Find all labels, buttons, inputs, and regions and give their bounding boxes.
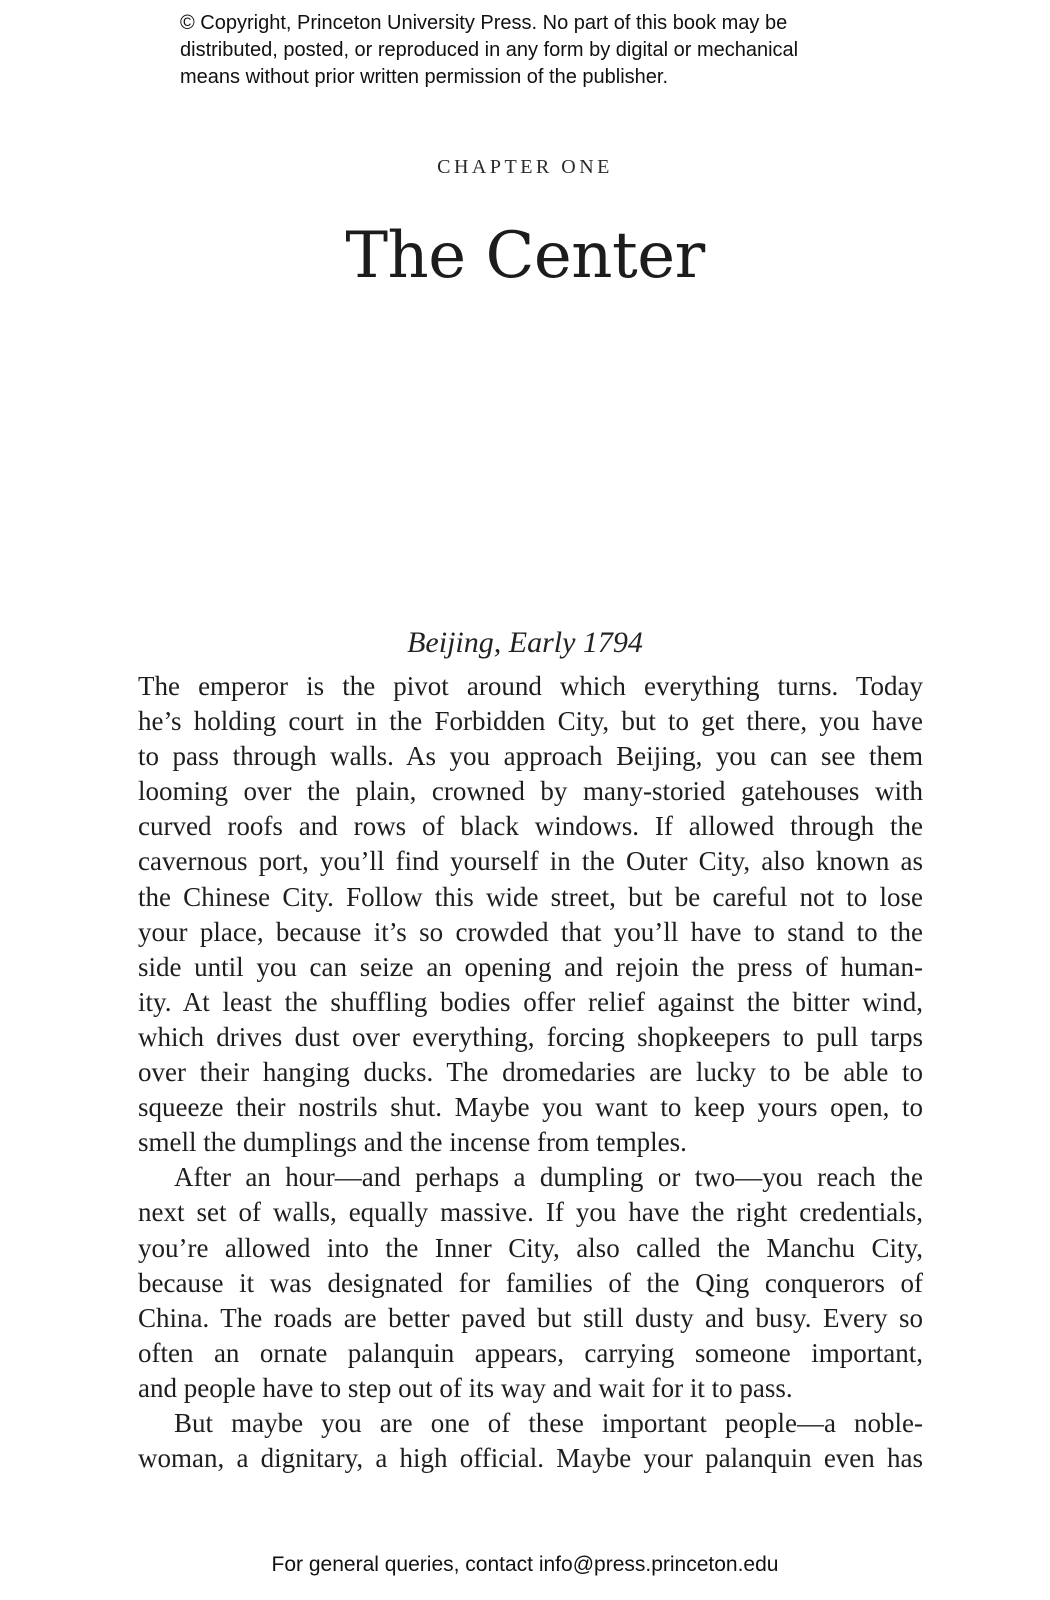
text-line: But maybe you are one of these important people—a noble-	[174, 1407, 923, 1438]
text-line: smell the dumplings and the incense from temples.	[138, 1127, 687, 1158]
text-line: and people have to step out of its way and wait for it to pass.	[138, 1372, 793, 1403]
copyright-line: © Copyright, Princeton University Press. No part of this book may be	[180, 12, 788, 34]
text-line: The emperor is the pivot around which everything turns. Today	[138, 671, 923, 701]
text-line: squeeze their nostrils shut. Maybe you want to keep yours open, to	[138, 1092, 923, 1123]
dateline: Beijing, Early 1794	[407, 626, 643, 659]
text-line: After an hour—and perhaps a dumpling or two—you reach the	[174, 1162, 923, 1193]
text-line: often an ornate palanquin appears, carrying someone important,	[138, 1337, 923, 1368]
text-line: looming over the plain, crowned by many-storied gatehouses with	[138, 776, 923, 807]
text-line: curved roofs and rows of black windows. If allowed through the	[138, 811, 923, 842]
text-line: China. The roads are better paved but still dusty and busy. Every so	[138, 1302, 923, 1333]
text-line: over their hanging ducks. The dromedaries are lucky to be able to	[138, 1057, 923, 1088]
text-line: woman, a dignitary, a high official. Maybe your palanquin even has	[138, 1443, 923, 1474]
text-line: you’re allowed into the Inner City, also called the Manchu City,	[138, 1232, 923, 1263]
text-line: side until you can seize an opening and rejoin the press of human-	[138, 951, 923, 982]
text-line: the Chinese City. Follow this wide street, but be careful not to lose	[138, 881, 923, 912]
chapter-title: The Center	[345, 219, 705, 293]
copyright-line: distributed, posted, or reproduced in any form by digital or mechanical	[180, 39, 799, 61]
text-line: to pass through walls. As you approach Beijing, you can see them	[138, 741, 923, 772]
text-line: your place, because it’s so crowded that you’ll have to stand to the	[138, 916, 923, 947]
copyright-notice	[180, 10, 900, 91]
copyright-line: means without prior written permission of the publisher.	[180, 66, 669, 88]
text-line: he’s holding court in the Forbidden City, but to get there, you have	[138, 706, 923, 737]
chapter-label: CHAPTER ONE	[437, 156, 613, 178]
footer-contact: For general queries, contact info@press.princeton.edu	[271, 1553, 779, 1576]
text-line: cavernous port, you’ll find yourself in the Outer City, also known as	[138, 846, 923, 877]
text-line: because it was designated for families of the Qing conquerors of	[138, 1267, 923, 1298]
body-text	[138, 669, 923, 1476]
text-line: next set of walls, equally massive. If you have the right credentials,	[138, 1197, 923, 1228]
text-line: ity. At least the shuffling bodies offer relief against the bitter wind,	[138, 986, 923, 1017]
text-line: which drives dust over everything, forcing shopkeepers to pull tarps	[138, 1021, 923, 1052]
